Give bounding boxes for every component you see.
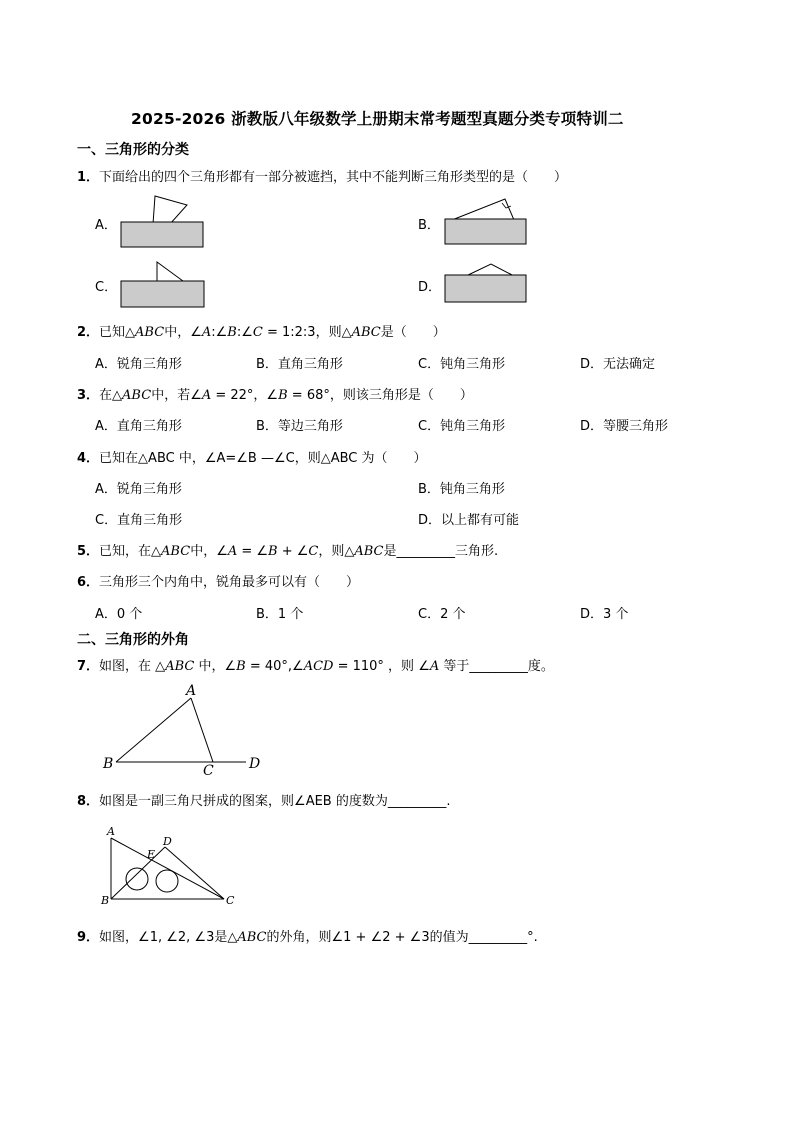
text: 中，∠: [164, 325, 202, 340]
figure-label-e: E: [147, 848, 156, 861]
question-9: [77, 926, 538, 945]
text: 的外角，则∠1 + ∠2 + ∠3的值为: [266, 930, 469, 945]
figure-label-a: A: [107, 825, 115, 838]
answer-blank[interactable]: _________: [469, 659, 528, 674]
q2-option-d: D．无法确定: [580, 357, 656, 372]
figure-label-a: A: [186, 683, 197, 699]
text: 度。: [527, 659, 554, 674]
page-title: 2025-2026 浙教版八年级数学上册期末常考题型真题分类专项特训二: [131, 110, 624, 128]
q2-option-b: B．直角三角形: [256, 357, 343, 372]
math: ABC: [161, 544, 191, 559]
q4-option-b: B．钝角三角形: [418, 482, 505, 497]
math: ABC: [122, 388, 152, 403]
q4-option-a: A．锐角三角形: [95, 482, 182, 497]
text: 三角形.: [455, 544, 499, 559]
text: 等于: [439, 659, 470, 674]
text: ，则△: [318, 544, 355, 559]
math: ACD: [303, 659, 334, 674]
figure-label-b: B: [101, 894, 110, 907]
text: 是（ ）: [380, 325, 446, 340]
text: :∠: [211, 325, 228, 340]
text: 已知△: [99, 325, 136, 340]
math: B: [268, 544, 278, 559]
text: .: [446, 794, 451, 809]
q6-option-a: A．0 个: [95, 607, 143, 622]
figure-label-c: C: [203, 763, 214, 779]
text: 如图，在 △: [99, 659, 166, 674]
figure-label-d: D: [249, 756, 261, 772]
text: = ∠: [237, 544, 269, 559]
q6-option-c: C．2 个: [418, 607, 466, 622]
math: ABC: [165, 659, 195, 674]
text: = 68°，则该三角形是（ ）: [287, 388, 473, 403]
text: :∠: [236, 325, 253, 340]
question-number: 4．: [77, 451, 100, 466]
question-text: 三角形三个内角中，锐角最多可以有（ ）: [99, 575, 360, 590]
q3-option-b: B．等边三角形: [256, 419, 343, 434]
q6-option-b: B．1 个: [256, 607, 304, 622]
text: 如图，∠1, ∠2, ∠3是△: [99, 930, 238, 945]
question-number: 7．: [77, 659, 100, 674]
q4-option-d: D．以上都有可能: [418, 513, 520, 528]
math: ABC: [237, 930, 267, 945]
math: A: [227, 544, 238, 559]
section-heading-exterior-angle: 二、三角形的外角: [77, 632, 189, 648]
question-number: 8．: [77, 794, 100, 809]
question-number: 9．: [77, 930, 100, 945]
figure-label-c: C: [226, 894, 235, 907]
question-text: 已知在△ABC 中，∠A=∠B —∠C，则△ABC 为（ ）: [99, 451, 427, 466]
option-c-label: C．: [95, 280, 118, 295]
text: 已知，在△: [99, 544, 162, 559]
q3-option-c: C．钝角三角形: [418, 419, 506, 434]
math: B: [236, 659, 246, 674]
math: ABC: [354, 544, 384, 559]
q2-option-a: A．锐角三角形: [95, 357, 182, 372]
question-number: 2．: [77, 325, 100, 340]
math: A: [201, 388, 212, 403]
q2-option-c: C．钝角三角形: [418, 357, 506, 372]
math: ABC: [135, 325, 165, 340]
text: 中，若∠: [151, 388, 202, 403]
question-number: 1．: [77, 170, 100, 185]
text: 中，∠: [194, 659, 237, 674]
answer-blank[interactable]: _________: [468, 930, 528, 945]
math: C: [252, 325, 263, 340]
text: + ∠: [277, 544, 309, 559]
question-number: 6．: [77, 575, 100, 590]
figure-label-d: D: [163, 835, 172, 848]
question-number: 5．: [77, 544, 100, 559]
q3-option-a: A．直角三角形: [95, 419, 182, 434]
math: A: [429, 659, 440, 674]
answer-blank[interactable]: _________: [396, 544, 456, 559]
text: 中，∠: [190, 544, 228, 559]
text: = 1:2:3，则△: [262, 325, 352, 340]
text: = 110° ，则 ∠: [333, 659, 430, 674]
text: °.: [527, 930, 538, 945]
figure-label-b: B: [103, 756, 114, 772]
math: ABC: [351, 325, 381, 340]
question-number: 3．: [77, 388, 100, 403]
text: = 22°，∠: [211, 388, 279, 403]
section-heading-classification: 一、三角形的分类: [77, 142, 189, 158]
q3-option-d: D．等腰三角形: [580, 419, 669, 434]
text: = 40°,∠: [245, 659, 304, 674]
text: 是: [383, 544, 397, 559]
math: A: [201, 325, 212, 340]
question-text: 如图是一副三角尺拼成的图案，则∠AEB 的度数为: [99, 794, 388, 809]
option-a-label: A．: [95, 218, 117, 233]
math: B: [278, 388, 288, 403]
q6-option-d: D．3 个: [580, 607, 629, 622]
option-b-label: B．: [418, 218, 440, 233]
math: B: [227, 325, 237, 340]
question-text: 下面给出的四个三角形都有一部分被遮挡，其中不能判断三角形类型的是（ ）: [99, 170, 568, 185]
q4-option-c: C．直角三角形: [95, 513, 183, 528]
text: 在△: [99, 388, 123, 403]
math: C: [308, 544, 319, 559]
option-d-label: D．: [418, 280, 442, 295]
answer-blank[interactable]: _________: [387, 794, 447, 809]
